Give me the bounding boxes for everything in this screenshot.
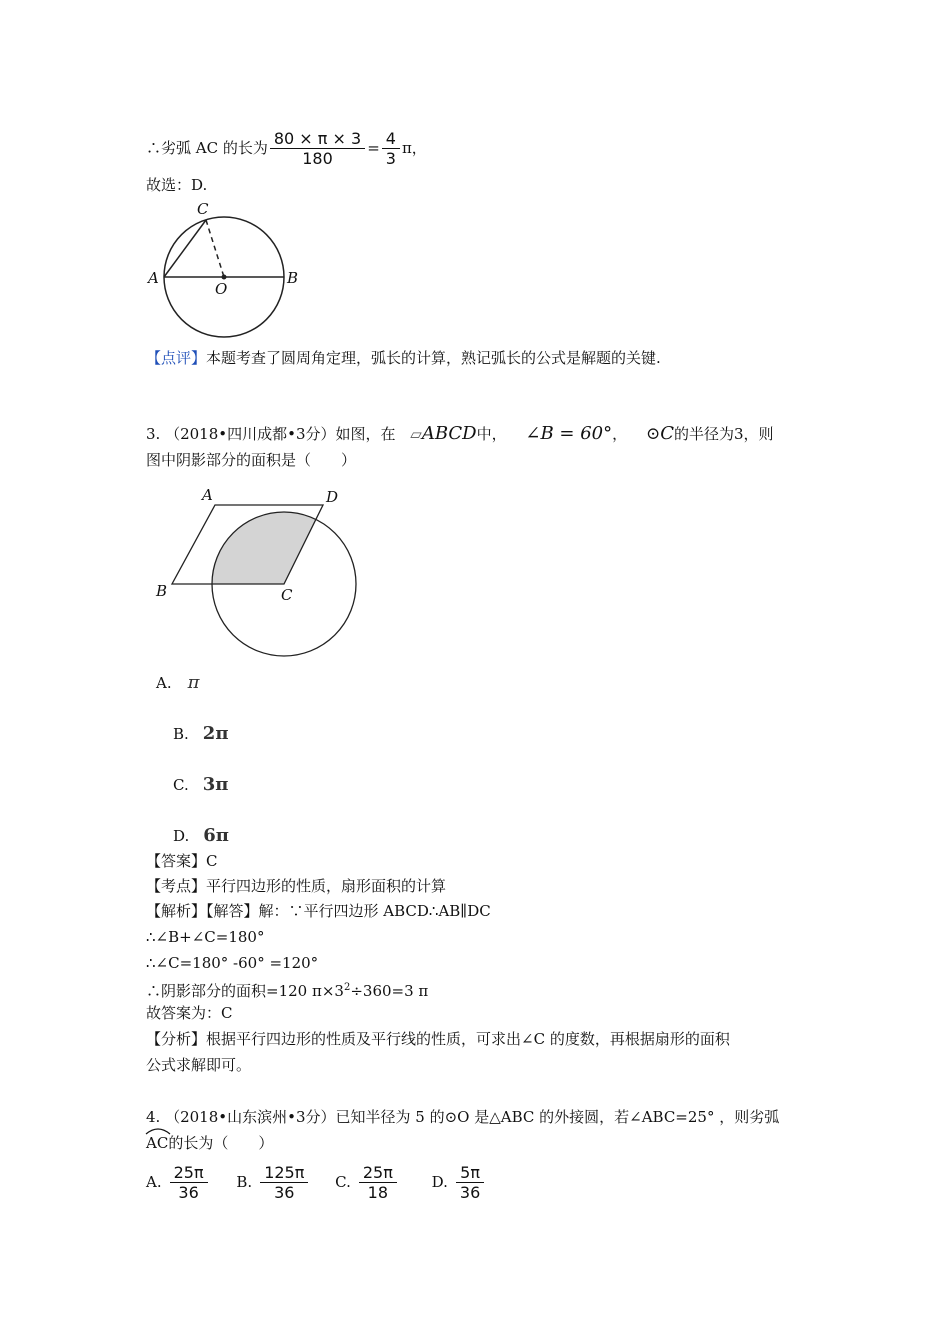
q3-option-b[interactable] bbox=[173, 724, 229, 744]
option-fraction bbox=[359, 1164, 397, 1203]
q3-stem-part2: 中， bbox=[476, 425, 507, 443]
comment-text: 本题考查了圆周角定理，弧长的计算，熟记弧长的公式是解题的关键. bbox=[206, 349, 661, 367]
option-fraction bbox=[456, 1164, 484, 1203]
q3-stem-part3: ， bbox=[612, 425, 628, 443]
q3-analysis-line3: ∴∠C=180° -60° =120° bbox=[146, 954, 319, 972]
q3-option-a[interactable] bbox=[156, 673, 199, 693]
fraction-numerator: 125π bbox=[260, 1164, 308, 1183]
label-b: B bbox=[287, 269, 299, 287]
option-label: A. bbox=[156, 674, 172, 692]
fraction-denominator: 3 bbox=[385, 148, 396, 168]
result-fraction bbox=[382, 130, 400, 169]
q3-analysis-line2: ∴∠B+∠C=180° bbox=[146, 928, 265, 946]
q3-stem-part1: 3. （2018•四川成都•3分）如图，在 bbox=[146, 425, 396, 443]
label-c: C bbox=[197, 200, 209, 218]
fraction-denominator: 36 bbox=[274, 1182, 295, 1202]
comment-line bbox=[146, 348, 661, 368]
circle-name: C bbox=[660, 423, 674, 444]
fraction-denominator: 36 bbox=[178, 1182, 199, 1202]
arc-length-suffix: π， bbox=[401, 139, 427, 157]
option-value: 6π bbox=[203, 825, 229, 846]
option-fraction bbox=[170, 1164, 208, 1203]
comment-tag: 【点评】 bbox=[146, 349, 207, 367]
chord-ac bbox=[164, 220, 206, 277]
option-label: D. bbox=[431, 1173, 448, 1191]
fraction-numerator: 4 bbox=[382, 130, 400, 149]
fraction-numerator: 25π bbox=[359, 1164, 397, 1183]
parallelogram-name: ABCD bbox=[421, 423, 477, 444]
area-formula-exponent: 2 bbox=[343, 982, 351, 993]
label-b: B bbox=[156, 582, 168, 600]
label-d: D bbox=[326, 488, 339, 506]
angle-expression: ∠B = 60° bbox=[525, 423, 613, 444]
option-value: 2π bbox=[202, 723, 229, 744]
q3-final-answer: 故答案为：C bbox=[146, 1004, 233, 1022]
area-formula-part1: ∴阴影部分的面积=120 π×3 bbox=[146, 982, 344, 1000]
arc-length-line bbox=[146, 128, 427, 169]
circle-symbol: ⊙ bbox=[645, 424, 661, 444]
label-a: A bbox=[148, 269, 159, 287]
area-formula-part2: ÷360=3 π bbox=[350, 982, 429, 1000]
fraction-numerator: 25π bbox=[170, 1164, 208, 1183]
q3-analysis-line4 bbox=[146, 978, 428, 1001]
fraction-numerator: 5π bbox=[456, 1164, 484, 1183]
q3-stem-line2: 图中阴影部分的面积是（ ） bbox=[146, 451, 357, 469]
parallelogram-circle-figure bbox=[150, 480, 370, 665]
q3-answer: 【答案】C bbox=[146, 852, 218, 870]
center-point bbox=[222, 275, 227, 280]
label-a: A bbox=[202, 486, 213, 504]
dashed-radius-oc bbox=[206, 220, 224, 277]
option-value: 3π bbox=[202, 774, 229, 795]
q4-stem-line1: 4. （2018•山东滨州•3分）已知半径为 5 的⊙O 是△ABC 的外接圆，若∠ABC=25° ，则劣弧 bbox=[146, 1108, 780, 1126]
q3-option-d[interactable] bbox=[173, 826, 229, 846]
option-value: π bbox=[187, 672, 200, 693]
equals-sign: = bbox=[367, 139, 380, 157]
q3-stem-part4: 的半径为3，则 bbox=[673, 425, 774, 443]
arc-overline-icon bbox=[145, 1126, 171, 1135]
option-label: D. bbox=[173, 827, 190, 845]
label-c: C bbox=[281, 586, 293, 604]
option-label: B. bbox=[173, 725, 189, 743]
option-fraction bbox=[260, 1164, 308, 1203]
option-label: B. bbox=[236, 1173, 253, 1191]
fraction-numerator: 80 × π × 3 bbox=[270, 130, 365, 149]
option-label: C. bbox=[335, 1173, 351, 1191]
q4-options bbox=[146, 1160, 486, 1204]
q3-review-line1: 【分析】根据平行四边形的性质及平行线的性质，可求出∠C 的度数，再根据扇形的面积 bbox=[146, 1030, 730, 1048]
parallelogram-symbol: ▱ bbox=[410, 425, 422, 443]
fraction-denominator: 180 bbox=[302, 148, 333, 168]
q3-stem-line1 bbox=[146, 424, 774, 444]
arc-length-fraction bbox=[270, 130, 365, 169]
arc-ac bbox=[146, 1133, 168, 1153]
q3-analysis-line1: 【解析】【解答】解：∵平行四边形 ABCD∴AB∥DC bbox=[146, 902, 491, 920]
choice-line: 故选：D. bbox=[146, 176, 208, 194]
q3-knowledge-point: 【考点】平行四边形的性质，扇形面积的计算 bbox=[146, 877, 447, 895]
q4-stem-rest: 的长为（ ） bbox=[168, 1134, 274, 1152]
circle-diagram-figure bbox=[140, 195, 310, 345]
fraction-denominator: 36 bbox=[459, 1182, 481, 1202]
label-o: O bbox=[215, 280, 228, 298]
q3-review-line2: 公式求解即可。 bbox=[146, 1056, 252, 1074]
q4-stem-line2 bbox=[146, 1133, 273, 1153]
q3-option-c[interactable] bbox=[173, 775, 228, 795]
arc-name: AC bbox=[146, 1134, 169, 1152]
arc-length-prefix: ∴劣弧 AC 的长为 bbox=[146, 139, 268, 157]
option-label: A. bbox=[146, 1173, 162, 1191]
option-label: C. bbox=[173, 776, 189, 794]
fraction-denominator: 18 bbox=[367, 1182, 389, 1202]
